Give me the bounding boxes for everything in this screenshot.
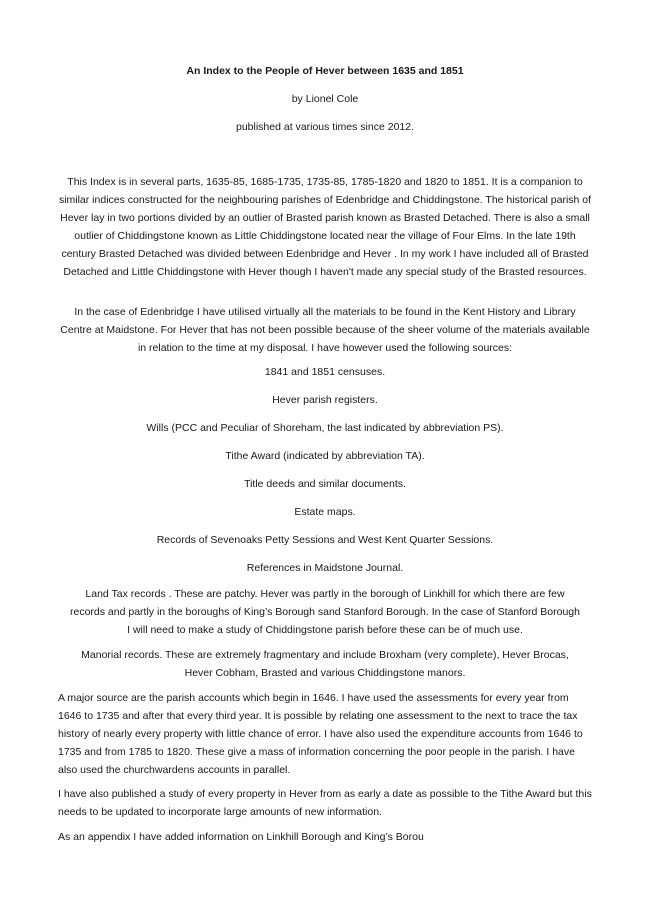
- source-item: Wills (PCC and Peculiar of Shoreham, the last indicated by abbreviation PS).: [146, 422, 504, 434]
- parish-accounts-paragraph: A major source are the parish accounts which begin in 1646. I have used the assessments for every year from 1646 to 1735 and after that every third year. It is possible by relating one assessment to the next to trace the tax history of nearly every property with little chance of error. I have also used the expenditure accounts from 1646 to 1735 and from 1785 to 1820. These give a mass of information concerning the poor people in the parish. I have also used the churchwardens accounts in parallel.: [58, 692, 583, 776]
- source-item: 1841 and 1851 censuses.: [264, 366, 386, 378]
- land-tax-paragraph: Land Tax records . These are patchy. Hever was partly in the borough of Linkhill for which there are few records and partly in the boroughs of King’s Borough sand Stanford Borough. In the case of Stanford Borough I will need to make a study of Chiddingstone parish before these can be of much use.: [70, 588, 580, 636]
- published-line: published at various times since 2012.: [235, 121, 415, 133]
- source-item: Tithe Award (indicated by abbreviation TA).: [225, 450, 425, 462]
- source-item: References in Maidstone Journal.: [246, 562, 404, 574]
- author-line: by Lionel Cole: [291, 93, 359, 105]
- appendix-paragraph: As an appendix I have added information on Linkhill Borough and King’s Borou: [58, 831, 424, 843]
- document-title: An Index to the People of Hever between 1635 and 1851: [186, 65, 464, 77]
- sources-intro-paragraph: In the case of Edenbridge I have utilised virtually all the materials to be found in the Kent History and Library Centre at Maidstone. For Hever that has not been possible because of the sheer volume of the materials available in relation to the time at my disposal. I have however used the following sources:: [60, 306, 590, 354]
- source-item: Records of Sevenoaks Petty Sessions and West Kent Quarter Sessions.: [156, 534, 494, 546]
- source-item: Estate maps.: [294, 506, 356, 518]
- manorial-paragraph: Manorial records. These are extremely fragmentary and include Broxham (very complete), Hever Brocas, Hever Cobham, Brasted and various Chiddingstone manors.: [81, 649, 569, 679]
- intro-paragraph: This Index is in several parts, 1635-85, 1685-1735, 1735-85, 1785-1820 and 1820 to 1851. It is a companion to similar indices constructed for the neighbouring parishes of Edenbridge and Chiddingstone. The historical parish of Hever lay in two portions divided by an outlier of Brasted parish known as Brasted Detached. There is also a small outlier of Chiddingstone known as Little Chiddingstone located near the village of Four Elms. In the late 19th century Brasted Detached was divided between Edenbridge and Hever . In my work I have included all of Brasted Detached and Little Chiddingstone with Hever though I haven't made any special study of the Brasted resources.: [58, 176, 592, 278]
- source-item: Hever parish registers.: [272, 394, 378, 406]
- source-item: Title deeds and similar documents.: [244, 478, 406, 490]
- property-study-paragraph: I have also published a study of every property in Hever from as early a date as possible to the Tithe Award but this needs to be updated to incorporate large amounts of new information.: [58, 788, 592, 818]
